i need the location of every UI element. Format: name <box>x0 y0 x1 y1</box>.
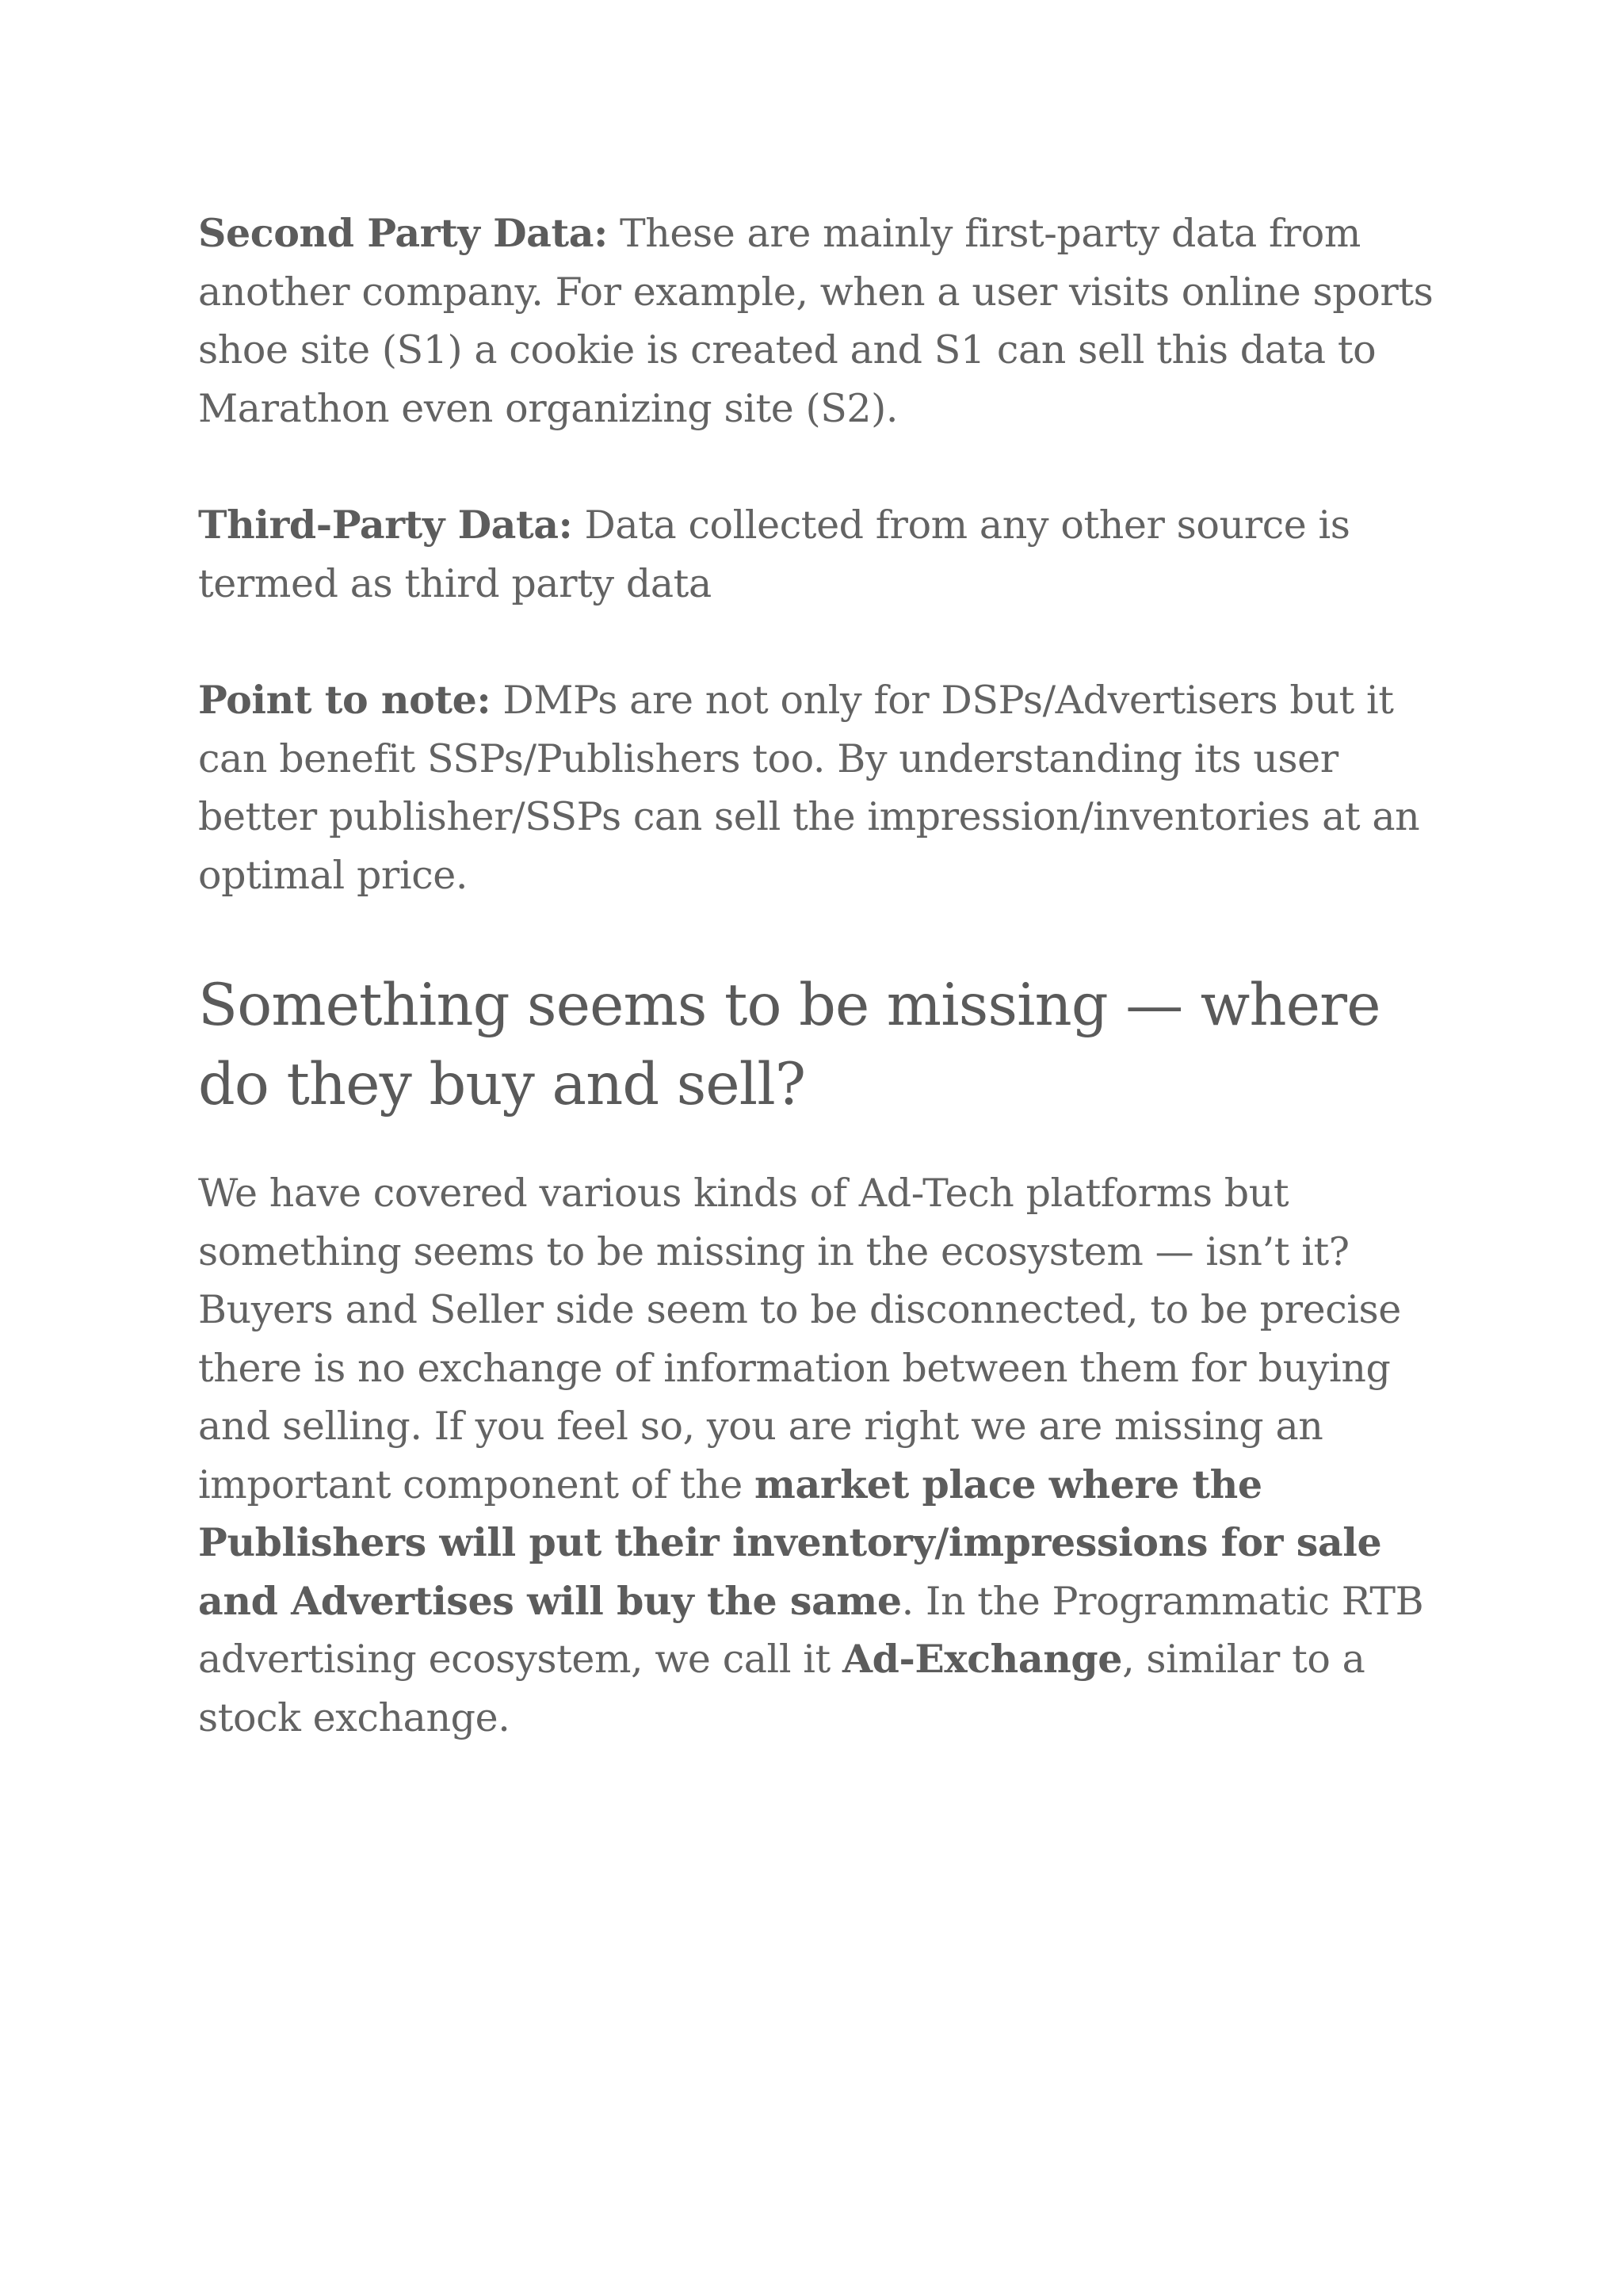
ad-exchange-text-1: We have covered various kinds of Ad-Tech platforms but something seems to be missing in the ecosystem — isn’t it? Buyers and Seller side seem to be disconnected, to be precise there is no exchange of information between them for buying and selling. If you feel so, you are right we are missing an important component of the <box>198 1171 1401 1507</box>
market-place-bold-text: market place where the Publishers will put their inventory/impressions for sale and Advertises will buy the same <box>198 1461 1382 1624</box>
second-party-data-text: These are mainly first-party data from another company. For example, when a user visits online sports shoe site (S1) a cookie is created and S1 can sell this data to Marathon even organizing site (S2). <box>198 211 1434 431</box>
third-party-data-label: Third-Party Data: <box>198 502 573 548</box>
document-page <box>198 204 1450 1747</box>
ad-exchange-text-2: . In the Programmatic RTB advertising ecosystem, we call it <box>198 1578 1424 1682</box>
section-heading: Something seems to be missing — where do they buy and sell? <box>198 972 1381 1118</box>
ad-exchange-text-3: , similar to a stock exchange. <box>198 1637 1365 1740</box>
third-party-data-paragraph <box>198 496 1450 613</box>
second-party-data-label: Second Party Data: <box>198 210 608 256</box>
ad-exchange-paragraph <box>198 1164 1450 1747</box>
point-to-note-label: Point to note: <box>198 677 491 723</box>
second-party-data-paragraph <box>198 204 1450 437</box>
point-to-note-paragraph <box>198 671 1450 904</box>
third-party-data-text: Data collected from any other source is termed as third party data <box>198 502 1350 606</box>
point-to-note-text: DMPs are not only for DSPs/Advertisers but it can benefit SSPs/Publishers too. By understanding its user better publisher/SSPs can sell the impression/inventories at an optimal price. <box>198 678 1420 898</box>
ad-exchange-bold-term: Ad-Exchange <box>842 1636 1123 1682</box>
